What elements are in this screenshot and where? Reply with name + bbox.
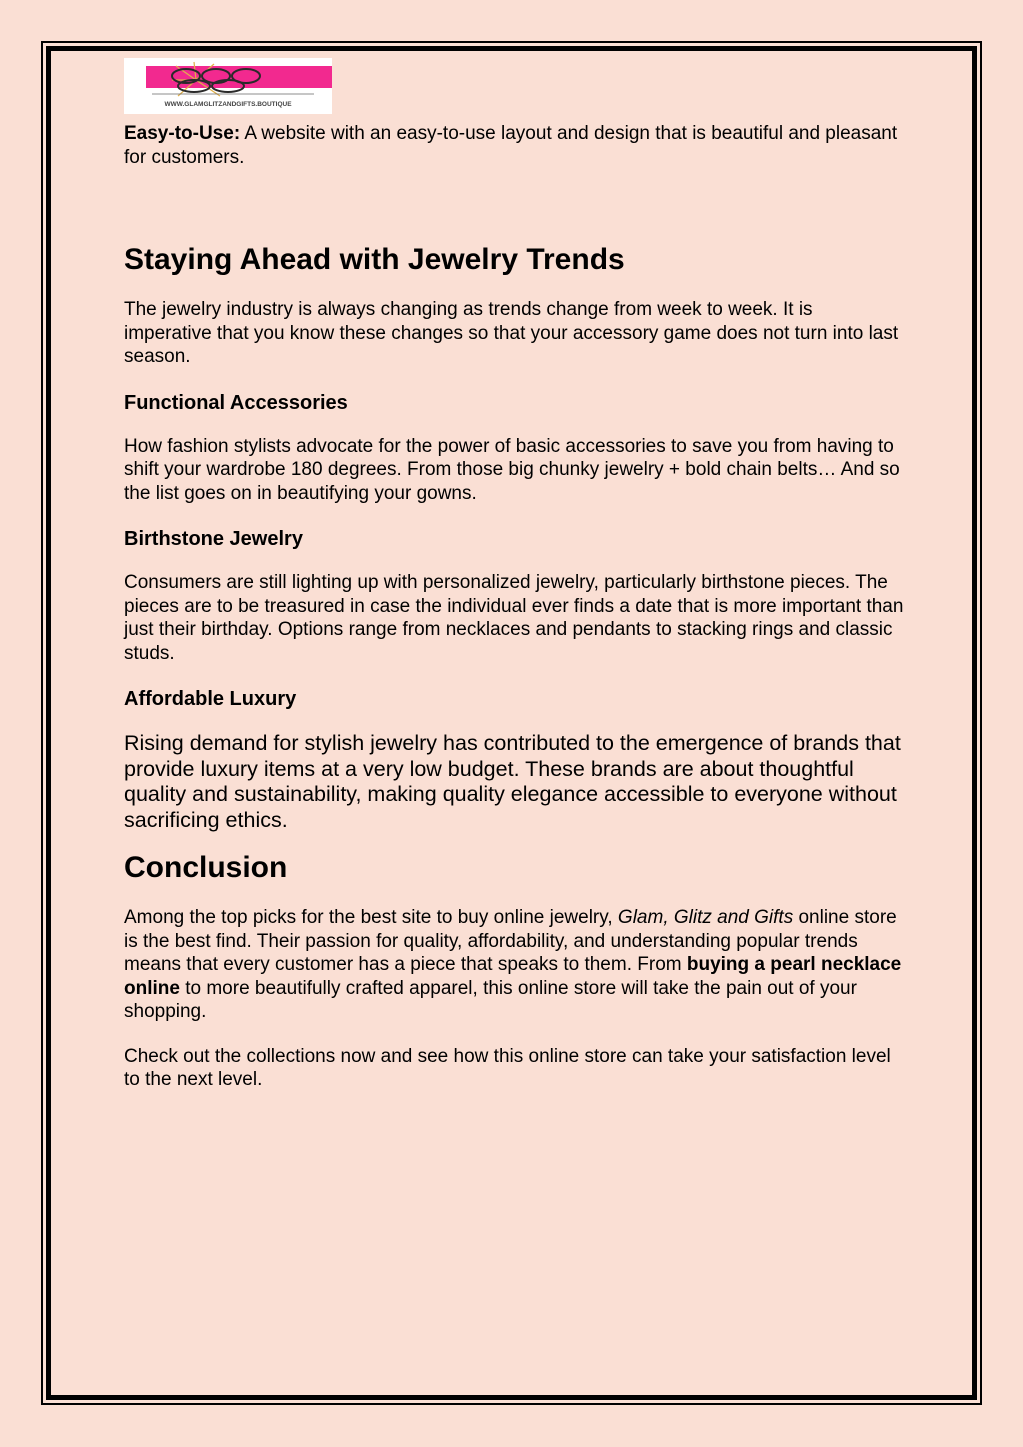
- functional-heading: Functional Accessories: [124, 391, 348, 414]
- conclusion-heading: Conclusion: [124, 851, 288, 884]
- pearl-necklace-link[interactable]: buying a pearl necklace online: [124, 954, 902, 999]
- closing-paragraph: Check out the collections now and see how this online store can take your satisfaction level to the next level.: [124, 1045, 891, 1090]
- intro-paragraph: [124, 122, 904, 169]
- logo-url-text: WWW.GLAMGLITZANDGIFTS.BOUTIQUE: [164, 101, 292, 108]
- luxury-heading: Affordable Luxury: [124, 688, 297, 710]
- trends-paragraph: The jewelry industry is always changing as trends change from week to week. It is imperative that you know these changes so that your accessory game does not turn into last season.: [124, 299, 899, 367]
- conclusion-text-b: online store is the best find. Their passion for quality, affordability, and understanding popular trends means that every customer has a piece that speaks to them. From: [124, 907, 897, 975]
- birthstone-heading: Birthstone Jewelry: [124, 528, 303, 550]
- document-body: [124, 58, 904, 1092]
- brand-name-italic: Glam, Glitz and Gifts: [617, 907, 794, 928]
- birthstone-paragraph: Consumers are still lighting up with personalized jewelry, particularly birthstone pieces. The pieces are to be treasured in case the individual ever finds a date that is more important than just their birthday. Options range from necklaces and pendants to stacking rings and classic studs.: [124, 572, 904, 664]
- brand-logo: [124, 58, 332, 114]
- trends-heading: Staying Ahead with Jewelry Trends: [124, 243, 625, 276]
- conclusion-text-a: Among the top picks for the best site to buy online jewelry,: [124, 907, 618, 928]
- conclusion-text-c: to more beautifully crafted apparel, this online store will take the pain out of your shopping.: [124, 977, 857, 1022]
- conclusion-paragraph: [124, 906, 904, 1024]
- luxury-paragraph: Rising demand for stylish jewelry has contributed to the emergence of brands that provide luxury items at a very low budget. These brands are about thoughtful quality and sustainability, making quality elegance accessible to everyone without sacrificing ethics.: [124, 731, 901, 832]
- functional-paragraph: How fashion stylists advocate for the power of basic accessories to save you from having to shift your wardrobe 180 degrees. From those big chunky jewelry + bold chain belts… And so the list goes on in beautifying your gowns.: [124, 435, 900, 504]
- intro-label: Easy-to-Use:: [124, 123, 241, 144]
- intro-text: A website with an easy-to-use layout and design that is beautiful and pleasant for customers.: [124, 123, 898, 168]
